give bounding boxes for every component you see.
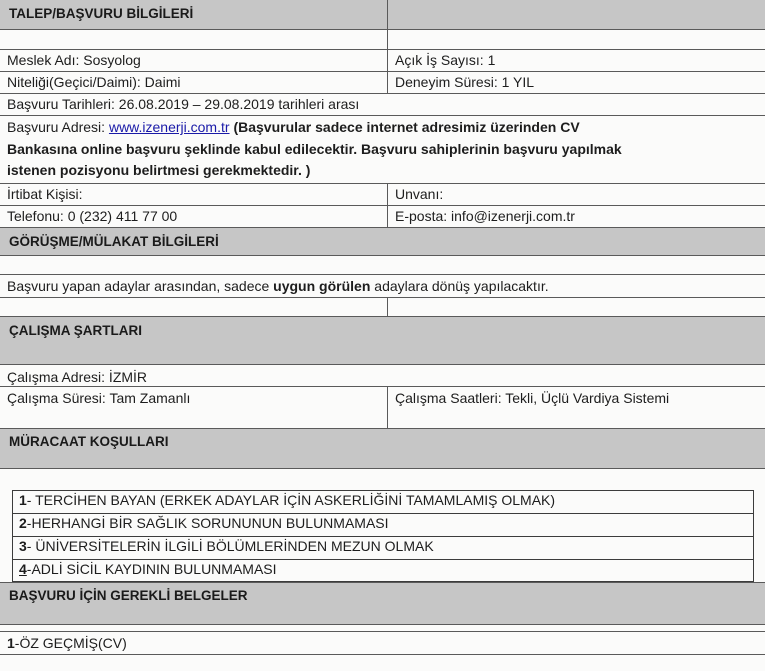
row-adres [0,115,765,183]
website-link[interactable]: www.izenerji.com.tr [108,119,230,135]
row-belge-1 [0,631,765,671]
box-line [12,559,754,560]
deneyim-suresi: Deneyim Süresi: 1 YIL [387,72,765,93]
header-divider [387,0,388,29]
row-telefon [0,205,765,227]
eposta: E-posta: info@izenerji.com.tr [387,206,765,227]
condition-text: -ADLİ SİCİL KAYDININ BULUNMAMASI [26,561,277,577]
gorusme-text-pre: Başvuru yapan adaylar arasından, sadece [7,278,274,294]
row-irtibat [0,183,765,205]
condition-number: 3 [19,538,27,554]
gorusme-text-post: adaylara dönüş yapılacaktır. [370,278,549,294]
condition-item-3 [19,538,434,554]
section-title: ÇALIŞMA ŞARTLARI [9,323,142,338]
section-header-muracaat [0,428,765,468]
section-title: TALEP/BAŞVURU BİLGİLERİ [9,6,194,21]
empty-cell [387,298,765,316]
condition-item-2 [19,515,389,531]
box-line [12,513,754,514]
condition-item-1 [19,492,555,508]
row-calisma-adres [0,364,765,386]
row-tarih [0,93,765,115]
condition-number: 4 [19,561,27,577]
empty-row [0,255,765,274]
adres-label: Başvuru Adresi: [7,119,106,135]
section-header-belgeler [0,582,765,624]
row-nitelik [0,71,765,93]
adres-line-1 [7,119,580,135]
section-title: BAŞVURU İÇİN GEREKLİ BELGELER [9,588,248,603]
box-line [12,490,754,491]
gorusme-text [0,275,765,297]
empty-cell [387,30,765,49]
box-line [12,536,754,537]
condition-text: - ÜNİVERSİTELERİN İLGİLİ BÖLÜMLERİNDEN MEZUN OLMAK [26,538,434,554]
adres-note-2: Bankasına online başvuru şeklinde kabul edilecektir. Başvuru sahiplerinin başvuru yapılmak [7,141,622,157]
condition-number: 2 [19,515,27,531]
row-meslek [0,49,765,71]
gorusme-text-bold: uygun görülen [273,278,371,294]
section-title: MÜRACAAT KOŞULLARI [9,434,169,449]
section-title: GÖRÜŞME/MÜLAKAT BİLGİLERİ [9,234,219,249]
empty-row [0,468,765,490]
meslek-adi: Meslek Adı: Sosyolog [7,52,141,68]
empty-row [0,624,765,631]
calisma-suresi: Çalışma Süresi: Tam Zamanlı [7,390,191,406]
bottom-rule [0,654,765,655]
irtibat-kisisi: İrtibat Kişisi: [7,186,83,202]
belge-item-1 [0,632,765,671]
adres-note-3: istenen pozisyonu belirtmesi gerekmektedir. ) [7,162,311,178]
niteligi: Niteliği(Geçici/Daimi): Daimi [7,74,181,90]
condition-text: - TERCİHEN BAYAN (ERKEK ADAYLAR İÇİN ASKERLİĞİNİ TAMAMLAMIŞ OLMAK) [26,492,556,508]
belge-text: -ÖZ GEÇMİŞ(CV) [14,635,127,651]
section-header-talep [0,0,765,29]
row-gorusme-text [0,274,765,297]
calisma-saatleri: Çalışma Saatleri: Tekli, Üçlü Vardiya Sistemi [387,387,765,428]
condition-number: 1 [19,492,27,508]
unvani: Unvanı: [387,184,765,205]
adres-note-1: (Başvurular sadece internet adresimiz üzerinden CV [233,119,580,135]
row-calisma-sure [0,386,765,428]
section-header-calisma [0,316,765,364]
basvuru-tarihleri: Başvuru Tarihleri: 26.08.2019 – 29.08.2019 tarihleri arası [7,96,360,112]
belge-number: 1 [7,635,15,651]
telefon: Telefonu: 0 (232) 411 77 00 [7,208,178,224]
empty-row [0,297,765,316]
condition-item-4 [19,561,277,577]
calisma-adresi: Çalışma Adresi: İZMİR [7,369,148,385]
section-header-gorusme [0,227,765,255]
acik-is-sayisi: Açık İş Sayısı: 1 [387,50,765,71]
empty-row [0,29,765,49]
condition-text: -HERHANGİ BİR SAĞLIK SORUNUNUN BULUNMAMASI [26,515,389,531]
